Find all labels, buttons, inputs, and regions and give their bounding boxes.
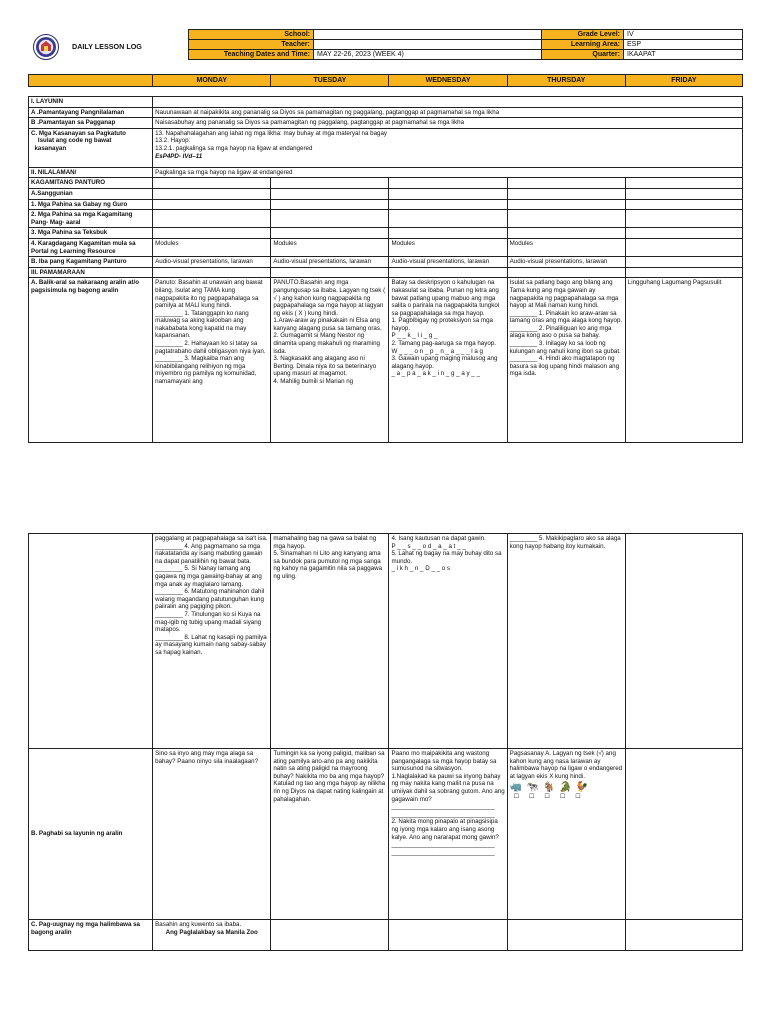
pamantayan-pagganap-text: Naisasabuhay ang pananalig sa Diyos sa pamamagitan ng paggalang, pagtanggap at pagmamahal sa mga likha: [153, 118, 743, 129]
rooster-icon: 🐓: [575, 782, 588, 794]
cell-blank: [507, 178, 625, 189]
balikaral-label: A. Balik-aral sa nakaraang aralin at/o pagsisimula ng bagong aralin: [29, 278, 153, 443]
deped-seal-logo: [33, 34, 59, 60]
paguugnay-monday-text: Basahin ang kuwento sa ibaba.: [155, 921, 242, 928]
cell-blank: [507, 199, 625, 210]
pamantayang-nilalaman-label: A .Pamantayang Pangnilalaman: [29, 107, 153, 118]
cell-blank: [625, 920, 742, 951]
balikaral-thursday-part2: ________ 5. Makikipaglaro ako sa alaga kong hayop habang itoy kumakain.: [507, 534, 625, 749]
day-monday: MONDAY: [153, 75, 271, 87]
cell-blank: [625, 210, 742, 228]
cell-blank: [271, 920, 389, 951]
kasanayan-code: EsP4PD- IVd–11: [155, 152, 203, 160]
cow-icon: 🐄: [526, 782, 539, 794]
section-layunin: I. LAYUNIN: [29, 97, 153, 108]
cell-blank: [271, 210, 389, 228]
checkbox-row: [510, 794, 623, 802]
modules-tue: Modules: [271, 238, 389, 256]
answer-checkbox[interactable]: ☐: [529, 794, 535, 801]
layunin-blank: [153, 97, 743, 108]
kasanayan-label: C. Mga Kasanayan sa Pagkatuto Isulat ang code ng bawat kasanayan: [29, 128, 153, 167]
answer-checkbox[interactable]: ☐: [559, 794, 566, 801]
day-friday: FRIDAY: [625, 75, 742, 87]
kasanayan-line-3: 13.2.1. pagkalinga sa mga hayop na ligaw at endangered: [155, 144, 313, 152]
audio-thu: Audio-visual presentations, larawan: [507, 257, 625, 268]
cell-blank: [271, 178, 389, 189]
day-wednesday: WEDNESDAY: [389, 75, 507, 87]
cell-blank: [389, 210, 507, 228]
cell-blank: [507, 920, 625, 951]
cell-blank: [271, 188, 389, 199]
pamantayan-pagganap-label: B .Pamantayan sa Pagganap: [29, 118, 153, 129]
audio-mon: Audio-visual presentations, larawan: [153, 257, 271, 268]
cell-blank: [389, 188, 507, 199]
teacher-field[interactable]: [314, 40, 542, 50]
nilalaman-text: Pagkalinga sa mga hayop na ligaw at endangered: [153, 167, 743, 178]
balikaral-thursday-part1: Isulat sa patlang bago ang bilang ang Tama kung ang mga gawain ay nagpapakita ng pagpapahalaga sa mga hayop at Mali naman kung hindi. ________ 1. Pinakain ko araw-araw sa tamang oras ang mga alaga kong hayop. ________ 2. Pinaliliguan ko ang mga alaga kong aso o pusa sa bahay. ________ 3. Inilagay ko sa loob ng kulungan ang nahuli kong ibon sa gubat. ________ 4. Hindi ako magtatapon ng basura sa ilog upang hindi malason ang mga isda.: [507, 278, 625, 443]
paguugnay-label: C. Pag-uugnay ng mga halimbawa sa bagong aralin: [29, 920, 153, 951]
cell-blank: [389, 199, 507, 210]
cell-blank: [153, 210, 271, 228]
iba-label: B. Iba pang Kagamitang Panturo: [29, 257, 153, 268]
cell-blank: [153, 267, 271, 278]
teksbuk-label: 3. Mga Pahina sa Teksbuk: [29, 228, 153, 239]
school-label: School:: [189, 30, 314, 40]
learning-area-label: Learning Area:: [542, 40, 624, 50]
school-field[interactable]: [314, 30, 542, 40]
grade-level-label: Grade Level:: [542, 30, 624, 40]
modules-wed: Modules: [389, 238, 507, 256]
answer-checkbox[interactable]: ☐: [544, 794, 550, 801]
answer-checkbox[interactable]: ☐: [513, 794, 520, 801]
cell-blank: [625, 534, 742, 749]
balikaral-wednesday-part1: Batay sa deskripsyon o kahulugan na nakasulat sa ibaba. Punan ng letra ang bawat patlang upang mabuo ang mga salita o parirala na nagpapakita tungkol sa pagpapahalaga sa mga hayop. 1. Pagbibigay ng proteksiyon sa mga hayop. P _ _ k _ l i _ g _ 2. Tamang pag-aaruga sa mga hayop. W _ _ _ o n _ p _ n _ a _ _ _ l a g 3. Gawain upang maging malusog ang alagang hayop. _ a _ p a _ a k _ i n _ g _ a y _ _: [389, 278, 507, 443]
quarter-field[interactable]: IKAAPAT: [624, 50, 743, 60]
cell-blank: [153, 228, 271, 239]
cell-blank: [389, 178, 507, 189]
cell-blank: [625, 199, 742, 210]
balikaral-friday: Lingguhang Lagumang Pagsusulit: [625, 278, 742, 443]
pamamaraan-label: III. PAMAMARAAN: [29, 267, 153, 278]
cell-blank: [625, 178, 742, 189]
cell-blank: [389, 267, 507, 278]
balikaral-tuesday-part1: PANUTO.Basahin ang mga pangungusap sa ibaba. Lagyan ng tsek ( √ ) ang kahon kung nagpapakita ng pagpapahalaga sa mga hayop at lagyan ng ekis ( X ) kung hindi. 1.Araw-araw ay pinakakain ni Elsa ang kanyang alagang pusa sa tamang oras. 2. Gumagamit si Mang Nestor ng dinamita upang makahuli ng maraming isda. 3. Nagkasakit ang alagang aso ni Berting. Dinala niya ito sa beterinaryo upang masuri at magamot. 4. Mahilig bumili si Marian ng: [271, 278, 389, 443]
story-title: Ang Paglalakbay sa Manila Zoo: [165, 928, 258, 936]
lesson-log-table-page1: [28, 96, 743, 443]
cell-blank: [271, 228, 389, 239]
balikaral-monday-part2: paggalang at pagpapahalaga sa isa't isa. ________ 4. Ang pagmamano sa mga nakatatanda ay isang mabuting gawain na dapat panatilihin ng bawat bata. ________ 5. Si Nanay lamang ang gagawa ng mga gawaing-bahay at ang mga anak ay maglalaro lamang. ________ 6. Matutong mahinahon dahil walang magandang patutunguhan kung paiiralin ang pagiging pikon. ________ 7. Tinulungan ko si Kuya na mag-igib ng tubig upang madali siyang matapos. ________ 8. Lahat ng kasapi ng pamilya ay masayang kumain nang sabay-sabay sa hapag kainan.: [153, 534, 271, 749]
kasanayan-line-2: 13.2. Hayop:: [155, 137, 191, 145]
kagamitang-label: 2. Mga Pahina sa mga Kagamitang Pang- Mag- aaral: [29, 210, 153, 228]
learning-area-field[interactable]: ESP: [624, 40, 743, 50]
cell-blank: [271, 267, 389, 278]
modules-mon: Modules: [153, 238, 271, 256]
cell-blank: [625, 188, 742, 199]
cell-blank: [507, 267, 625, 278]
day-tuesday: TUESDAY: [271, 75, 389, 87]
cell-blank: [625, 257, 742, 268]
cell-blank: [389, 228, 507, 239]
goat-icon: 🐐: [542, 782, 555, 794]
cell-blank: [153, 199, 271, 210]
cell-blank: [625, 749, 742, 920]
crocodile-icon: 🐊: [559, 782, 572, 794]
blank-header-cell: [29, 75, 153, 87]
cell-blank: [153, 188, 271, 199]
cell-blank: [389, 920, 507, 951]
paghabi-thursday: [507, 749, 625, 920]
pamantayang-nilalaman-text: Nauunawaan at naipakikita ang pananalig sa Diyos sa pamamagitan ng paggalang, pagtanggap at pagmamahal sa mga likha: [153, 107, 743, 118]
lesson-log-table-page2: [28, 533, 743, 951]
cell-blank: [625, 267, 742, 278]
cell-blank: [271, 199, 389, 210]
rhino-icon: 🦏: [509, 782, 523, 794]
gabay-label: 1. Mga Pahina sa Gabay ng Guro: [29, 199, 153, 210]
cell-blank: [625, 238, 742, 256]
audio-wed: Audio-visual presentations, larawan: [389, 257, 507, 268]
balikaral-wednesday-part2: 4. Isang kautusan na dapat gawin. P _ _ s _ _ o d _ a _ a t _ _ 5. Lahat ng bagay na may buhay dito sa mundo. _ i k h _ n _ D _ _ o s: [389, 534, 507, 749]
nilalaman-label: II. NILALAMAN/: [29, 167, 153, 178]
weekday-header: [28, 74, 743, 87]
cell-blank: [507, 188, 625, 199]
quarter-label: Quarter:: [542, 50, 624, 60]
teaching-dates-label: Teaching Dates and Time:: [189, 50, 314, 60]
day-thursday: THURSDAY: [507, 75, 625, 87]
balikaral-monday-part1: Panuto: Basahin at unawain ang bawat bilang. Isulat ang TAMA kung nagpapakita ito ng pagpapahalaga sa pamilya at MALI kung hindi. ________ 1. Tatanggapin ko nang maluwag sa aking kalooban ang nakababata kong kapatid na may kapansanan. ________ 2. Hahayaan ko si tatay sa pagtatrabaho dahil obligasyon niya iyan. ________ 3. Magkaiba man ang kinabibilangang relihiyon ng mga miyembro ng pamilya ng komunidad, namamayani ang: [153, 278, 271, 443]
kagamitan-label: KAGAMITANG PANTURO: [29, 178, 153, 189]
kasanayan-line-1: 13. Napahahalagahan ang lahat ng mga likha: may buhay at mga materyal na bagay: [155, 129, 388, 137]
cell-blank: [507, 228, 625, 239]
teacher-label: Teacher:: [189, 40, 314, 50]
cell-blank: [625, 228, 742, 239]
cell-blank: [507, 210, 625, 228]
sanggunian-label: A.Sanggunian: [29, 188, 153, 199]
kasanayan-text: [153, 128, 743, 167]
paghabi-monday: Sino sa inyo ang may mga alaga sa bahay? Paano ninyo sila inaalagaan?: [153, 749, 271, 920]
cell-blank: [153, 178, 271, 189]
grade-level-field[interactable]: IV: [624, 30, 743, 40]
paghabi-thursday-text: Pagsasanay A. Lagyan ng tsek (√) ang kahon kung ang nasa larawan ay halimbawa hayop na ligaw o endangered at lagyan ekis X kung hindi.: [509, 750, 624, 780]
audio-tue: Audio-visual presentations, larawan: [271, 257, 389, 268]
animal-icons-row: [510, 782, 623, 794]
cell-blank: [29, 534, 153, 749]
karagdagang-label: 4. Karagdagang Kagamitan mula sa Portal ng Learning Resource: [29, 238, 153, 256]
modules-thu: Modules: [507, 238, 625, 256]
paghabi-label: B. Paghabi sa layunin ng aralin: [29, 749, 153, 920]
teaching-dates-field[interactable]: MAY 22-26, 2023 (WEEK 4): [314, 50, 542, 60]
balikaral-tuesday-part2: mamahaling bag na gawa sa balat ng mga hayop. 5. Sinamahan ni Lito ang kanyang ama sa bundok para pumutol ng mga sanga ng kahoy na gagamitin nila sa paggawa ng uling.: [271, 534, 389, 749]
paghabi-wednesday: Paano mo maipakikita ang wastong pangangalaga sa mga hayop batay sa sumusunod na sitwasyon. 1.Naglalakad ka pauwi sa inyong bahay ng may nakita kang maliit na pusa na umiiyak dahil sa sobrang gutom. Ano ang gagawain mo? ______________________________ ______________________________ 2. Nakita mong pinapalo at pinagsisipa ng iyong mga kalaro ang isang asong kalye. Ano ang nararapat mong gawin? ______________________________ ______________________________: [389, 749, 507, 920]
document-title: DAILY LESSON LOG: [72, 42, 142, 51]
paghabi-tuesday: Tumingin ka sa iyong paligid, maliban sa ating pamilya ano-ano pa ang nakikita natin sa ating paligid na mayroong buhay? Nakikita mo ba ang mga hayop? Katulad ng tao ang mga hayop ay nilikha rin ng Diyos na dapat nating kalingain at pahalagahan.: [271, 749, 389, 920]
header-info-table: [188, 29, 743, 60]
answer-checkbox[interactable]: ☐: [575, 794, 581, 801]
paguugnay-monday: [153, 920, 271, 951]
